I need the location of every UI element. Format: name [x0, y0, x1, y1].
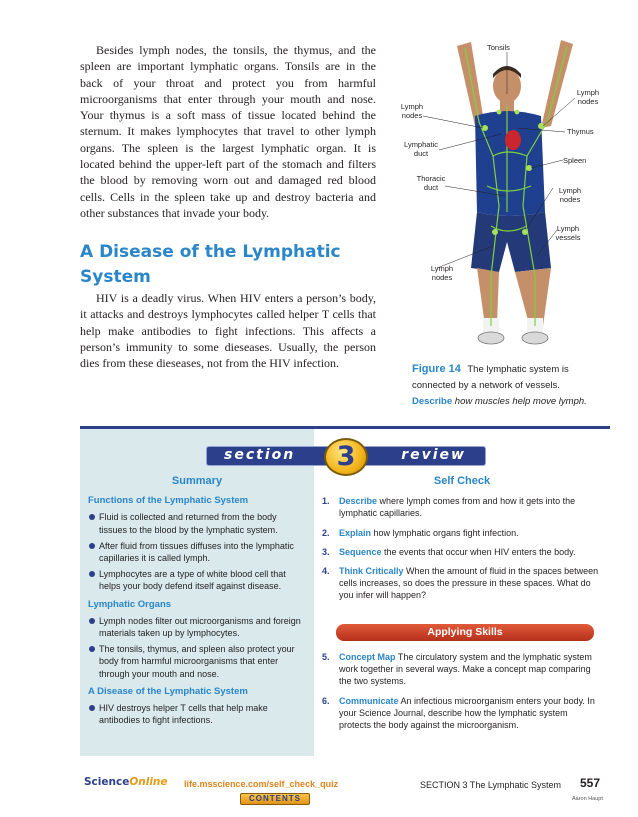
summary-list-functions — [88, 511, 306, 592]
question-number: 1. — [322, 496, 330, 507]
summary-list-organs — [88, 615, 306, 680]
question-text: An infectious microorganism enters your body. In your Science Journal, describe how the lymphatic system protects the body against the microorganism. — [339, 695, 595, 731]
question-verb: Think Critically — [339, 566, 404, 577]
summary-heading-functions: Functions of the Lymphatic System — [88, 495, 249, 507]
list-item: Lymphocytes are a type of white blood cell that helps your body defend itself against disease. — [88, 568, 306, 592]
list-item: Lymph nodes filter out microorganisms and foreign materials taken up by lymphocytes. — [88, 615, 306, 639]
question-text: When the amount of fluid in the spaces between cells increases, so does the pressure in these spaces. What do you infer will happen? — [339, 566, 599, 601]
label-spleen: Spleen — [563, 156, 587, 165]
question-2 — [322, 527, 602, 539]
label-lymph-vessels: Lymph vessels — [555, 224, 581, 242]
question-1 — [322, 495, 602, 519]
question-number: 6. — [322, 695, 330, 706]
disease-heading: A Disease of the Lymphatic System — [80, 242, 341, 287]
question-text: where lymph comes from and how it gets into the lymphatic capillaries. — [339, 496, 576, 519]
lymphatic-system-figure — [395, 36, 605, 356]
disease-paragraph — [80, 290, 376, 371]
self-check-quiz-link[interactable]: life.msscience.com/self_check_quiz — [184, 779, 339, 789]
question-verb: Explain — [339, 527, 372, 538]
logo-online: Online — [129, 776, 168, 788]
intro-text: Besides lymph nodes, the tonsils, the thymus, and the spleen are important lymphatic organs. Tonsils are in the back of your throat and protect you from harmful microorganisms that enter through your mouth and nose. Your thymus is a soft mass of tissue located behind the sternum. It makes lymphocytes that travel to other lymph organs. The spleen is the largest lymphatic organ. It is located behind the upper-left part of the stomach and filters the blood by removing worn out and damaged red blood cells. Cells in the spleen take up and destroy bacteria and other substances that invade your body. — [80, 43, 376, 220]
summary-heading-disease: A Disease of the Lymphatic System — [88, 685, 248, 697]
summary-list-disease — [88, 702, 306, 726]
summary-panel — [88, 475, 306, 732]
figure-caption — [412, 361, 612, 410]
applying-skills-banner: Applying Skills — [336, 624, 594, 641]
question-6 — [322, 695, 602, 732]
summary-title: Summary — [171, 475, 223, 487]
question-text: the events that occur when HIV enters the body. — [381, 546, 576, 557]
left-shoe — [478, 332, 504, 344]
footer-section-label: SECTION 3 The Lymphatic System — [420, 780, 562, 790]
caption-text: The lymphatic system is connected by a network of vessels. — [412, 364, 569, 391]
list-item: After fluid from tissues diffuses into the lymphatic capillaries it is called lymph. — [88, 540, 306, 564]
question-verb: Communicate — [339, 695, 399, 706]
label-lymph-nodes-left: Lymph nodes — [400, 102, 424, 120]
label-thymus: Thymus — [567, 127, 594, 136]
question-verb: Describe — [339, 496, 378, 507]
self-check-panel — [322, 475, 602, 609]
label-lymph-nodes-legs: Lymph nodes — [430, 264, 454, 282]
question-text: The circulatory system and the lymphatic system work together in several ways. Make a concept map comparing the two systems. — [339, 652, 592, 687]
question-number: 5. — [322, 652, 330, 662]
question-verb: Concept Map — [339, 652, 396, 662]
shorts — [471, 212, 551, 272]
summary-heading-organs: Lymphatic Organs — [88, 598, 172, 610]
right-leg — [515, 268, 551, 326]
caption-question: how muscles help move lymph. — [454, 396, 587, 407]
left-leg — [477, 268, 499, 326]
question-3 — [322, 546, 602, 558]
label-lymph-nodes-right: Lymph nodes — [576, 88, 600, 106]
figure-number: Figure 14 — [412, 363, 461, 375]
banner-section-number: 3 — [324, 438, 368, 476]
list-item: HIV destroys helper T cells that help make antibodies to fight infections. — [88, 702, 306, 726]
right-shoe — [522, 332, 548, 344]
heart — [505, 130, 521, 150]
question-4 — [322, 565, 602, 602]
section-review-banner — [206, 441, 486, 471]
logo-science: Science — [84, 776, 130, 788]
label-lymphatic-duct: Lymphatic duct — [404, 140, 438, 158]
banner-section-word: section — [224, 447, 296, 463]
contents-button[interactable]: CONTENTS — [240, 793, 310, 805]
label-tonsils: Tonsils — [487, 43, 510, 52]
question-verb: Sequence — [339, 546, 382, 557]
question-number: 4. — [322, 566, 330, 577]
question-5 — [322, 651, 602, 688]
list-item: The tonsils, thymus, and spleen also protect your body from harmful microorganisms that enter through your mouth and nose. — [88, 643, 306, 680]
applying-skills-panel — [322, 651, 602, 738]
photo-credit: Aaron Haupt — [572, 796, 603, 802]
disease-text: HIV is a deadly virus. When HIV enters a person’s body, it attacks and destroys lymphocytes called helper T cells that help make antibodies to fight infections. This affects a person’s immunity to some dieseases. Usually, the person dies from these dieseases, not from the HIV infection. — [80, 291, 376, 371]
question-number: 2. — [322, 527, 330, 538]
banner-review-word: review — [401, 447, 466, 463]
self-check-title: Self Check — [433, 475, 491, 487]
caption-describe: Describe — [412, 396, 453, 407]
intro-paragraph — [80, 42, 376, 221]
section-review — [80, 426, 610, 756]
label-thoracic-duct: Thoracic duct — [416, 174, 446, 192]
list-item: Fluid is collected and returned from the body tissues to the blood by the lymphatic system. — [88, 511, 306, 535]
question-number: 3. — [322, 546, 330, 557]
page-number: 557 — [580, 776, 601, 790]
label-lymph-nodes-groin: Lymph nodes — [558, 186, 582, 204]
science-online-logo[interactable] — [84, 776, 168, 788]
question-text: how lymphatic organs fight infection. — [371, 527, 519, 538]
